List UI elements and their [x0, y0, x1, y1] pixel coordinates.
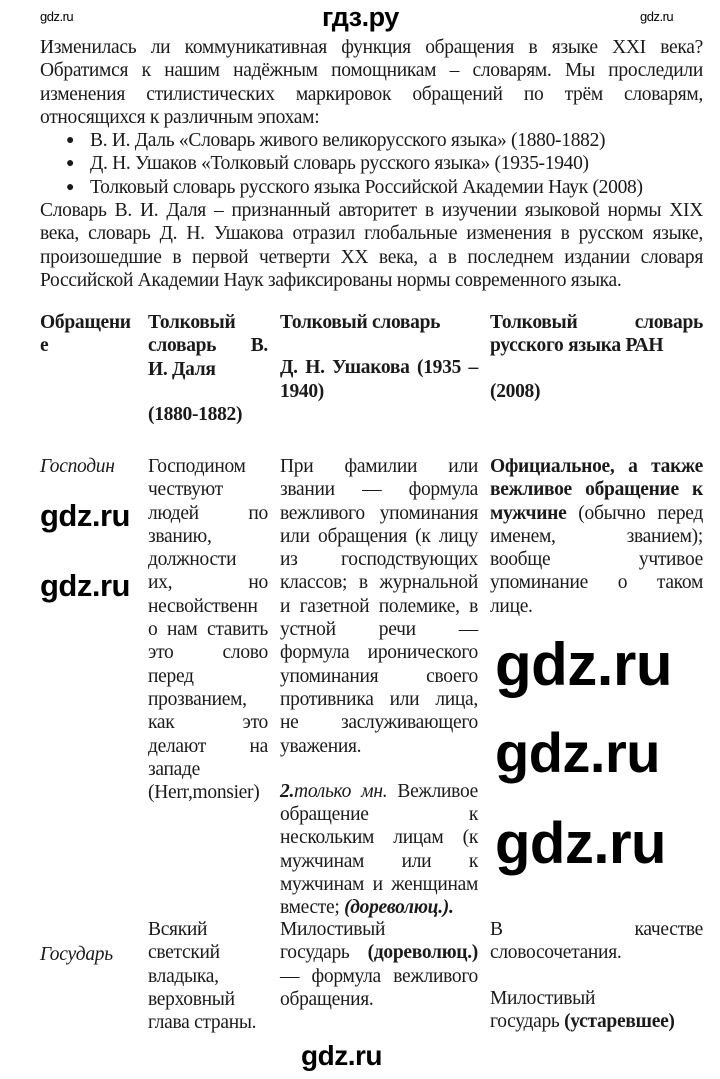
text-line: русского языка РАН	[490, 335, 664, 357]
term-gosudar: Государь	[40, 944, 113, 965]
text-line: упоминание о таком	[490, 572, 703, 594]
text-line	[490, 502, 703, 525]
text-line: изменения стилистических маркировок обращений по трём словарям,	[40, 83, 703, 105]
text-line: Милостивый	[280, 919, 386, 940]
text-segment: (обычно перед	[566, 502, 703, 524]
text-line: 1940)	[280, 380, 324, 402]
text-line: верховный	[148, 988, 235, 1010]
text-line: о нам ставить	[148, 619, 268, 641]
header-ran	[490, 311, 703, 403]
watermark: gdz.ru	[40, 498, 130, 533]
text-line: и газетной полемике, в	[280, 595, 478, 617]
list-item	[66, 152, 703, 175]
text-line: противника или лица,	[280, 688, 478, 710]
text-line: звании — формула	[280, 479, 478, 501]
text-line: вежливого упоминания	[280, 502, 478, 524]
text-line: их, но	[148, 572, 268, 594]
text-line: людей по	[148, 502, 268, 524]
text-line: Обращени	[40, 312, 131, 333]
text-line: (1880-1882)	[148, 403, 243, 425]
text-line: вообще учтивое	[490, 549, 703, 571]
watermark: gdz.ru	[495, 811, 666, 876]
text-line: словосочетания.	[490, 942, 622, 964]
cell-gospodin-ran	[490, 455, 703, 618]
text-line: (2008)	[490, 380, 541, 402]
text-line	[280, 896, 478, 919]
cell-gospodin-dal	[148, 455, 268, 804]
text-line	[490, 455, 703, 478]
text-line: несвойственн	[148, 595, 258, 617]
text-segment: 2.	[280, 780, 295, 802]
text-line: уважения.	[280, 735, 362, 757]
text-line: века, словарь Д. Н. Ушакова отразил глобальные изменения в русском языке,	[40, 223, 703, 245]
watermark: gdz.ru	[495, 721, 660, 784]
text-line: нескольким лицам (к	[280, 827, 478, 849]
text-line: классов; в журнальной	[280, 572, 478, 594]
watermark: gdz.ru	[640, 9, 674, 24]
text-segment: только мн.	[294, 780, 388, 802]
text-line: устной речи —	[280, 619, 478, 641]
text-line: Д. Н. Ушакова (1935 –	[280, 357, 478, 379]
site-title: гдз.ру	[322, 2, 399, 32]
list-item	[66, 176, 703, 199]
text-line: перед	[148, 665, 194, 687]
text-line: мужчинам и женщинам	[280, 874, 478, 896]
text-line: формула иронического	[280, 642, 478, 664]
text-line: глава страны.	[148, 1012, 257, 1034]
text-line	[280, 780, 478, 803]
text-line: или обращения (к лицу	[280, 525, 478, 547]
text-line: относящихся к различным эпохам:	[40, 106, 320, 128]
paragraph-gap	[490, 965, 703, 987]
text-line: Российской Академии Наук зафиксированы нормы современного языка.	[40, 269, 622, 291]
text-line: мужчинам или к	[280, 850, 478, 872]
text-line: лице.	[490, 595, 533, 617]
text-segment: (дореволюц.)	[367, 942, 478, 964]
text-line: — формула вежливого	[280, 965, 478, 987]
list-item	[66, 129, 703, 152]
text-line: Толковый	[148, 312, 236, 333]
text-line: светский	[148, 942, 220, 964]
text-line: званию,	[148, 525, 212, 547]
cell-gospodin-ushakov	[280, 455, 478, 920]
text-line: делают на	[148, 735, 268, 757]
text-segment: Официальное, а также	[490, 456, 703, 477]
text-line: обращения.	[280, 988, 374, 1010]
header-ushakov	[280, 311, 478, 403]
watermark: gdz.ru	[40, 9, 74, 24]
text-segment: вежливое обращение к	[490, 479, 703, 501]
header-dal	[148, 311, 268, 426]
text-line	[280, 941, 478, 964]
list-item-text: В. И. Даль «Словарь живого великорусского языка» (1880-1882)	[90, 130, 606, 151]
cell-gosudar-ushakov	[280, 918, 478, 1011]
text-line: как это	[148, 712, 268, 734]
paragraph-gap	[148, 381, 268, 403]
dictionary-list	[66, 129, 703, 199]
paragraph-gap	[280, 334, 478, 356]
text-line: произошедшие в первой четверти XX века, а в последнем издании словаря	[40, 246, 703, 268]
watermark: gdz.ru	[301, 1040, 382, 1071]
text-line: должности	[148, 549, 237, 571]
text-line: Толковый словарь	[280, 312, 441, 333]
header-address	[40, 311, 140, 358]
bullet-icon: ●	[66, 133, 75, 148]
summary-paragraph	[40, 199, 703, 292]
text-line: прозванием,	[148, 688, 247, 710]
bullet-icon: ●	[66, 179, 75, 195]
text-line: западе	[148, 758, 200, 780]
text-line: упоминания своего	[280, 665, 478, 687]
text-line: Изменилась ли коммуникативная функция обращения в языке XXI века?	[40, 37, 703, 58]
text-line: не заслуживающего	[280, 712, 478, 734]
list-item-text: Толковый словарь русского языка Российской Академии Наук (2008)	[90, 176, 643, 198]
text-line: В качестве	[490, 919, 703, 940]
text-line: Всякий	[148, 919, 208, 940]
text-line	[490, 478, 703, 501]
paragraph-gap	[490, 358, 703, 380]
cell-gosudar-dal	[148, 918, 268, 1034]
text-segment: вместе;	[280, 897, 345, 919]
list-item-text: Д. Н. Ушаков «Толковый словарь русского языка» (1935-1940)	[90, 153, 589, 175]
text-line: е	[40, 335, 49, 357]
text-line: И. Даля	[148, 358, 216, 380]
text-segment: государь	[280, 942, 368, 964]
text-line: владыка,	[148, 965, 219, 987]
text-line: обращение к	[280, 804, 478, 826]
text-line	[490, 1010, 703, 1033]
text-segment: Вежливое	[387, 780, 478, 802]
intro-paragraph	[40, 36, 703, 129]
text-line: чествуют	[148, 479, 223, 501]
text-line: Словарь В. И. Даля – признанный авторитет в изучении языковой нормы XIX	[40, 200, 703, 221]
text-line: (Herr,monsier)	[148, 782, 260, 804]
watermark: gdz.ru	[40, 568, 130, 603]
text-line: При фамилии или	[280, 456, 478, 477]
watermark: gdz.ru	[495, 631, 672, 698]
text-segment: (дореволюц.).	[344, 897, 454, 919]
text-line: Толковый словарь	[490, 312, 703, 333]
term-gospodin: Господин	[40, 456, 115, 477]
text-line: Господином	[148, 456, 246, 477]
text-line: словарь В.	[148, 335, 268, 357]
text-line: именем, званием);	[490, 525, 703, 547]
text-line: из господствующих	[280, 549, 478, 571]
text-line: Милостивый	[490, 987, 596, 1009]
text-line: это слово	[148, 642, 268, 664]
text-segment: мужчине	[490, 502, 567, 524]
text-segment: (устаревшее)	[564, 1010, 675, 1032]
text-line: Обратимся к нашим надёжным помощникам – словарям. Мы проследили	[40, 60, 703, 82]
text-segment: государь	[490, 1010, 565, 1032]
cell-gosudar-ran	[490, 918, 703, 1033]
paragraph-gap	[280, 758, 478, 780]
bullet-icon: ●	[66, 156, 75, 172]
